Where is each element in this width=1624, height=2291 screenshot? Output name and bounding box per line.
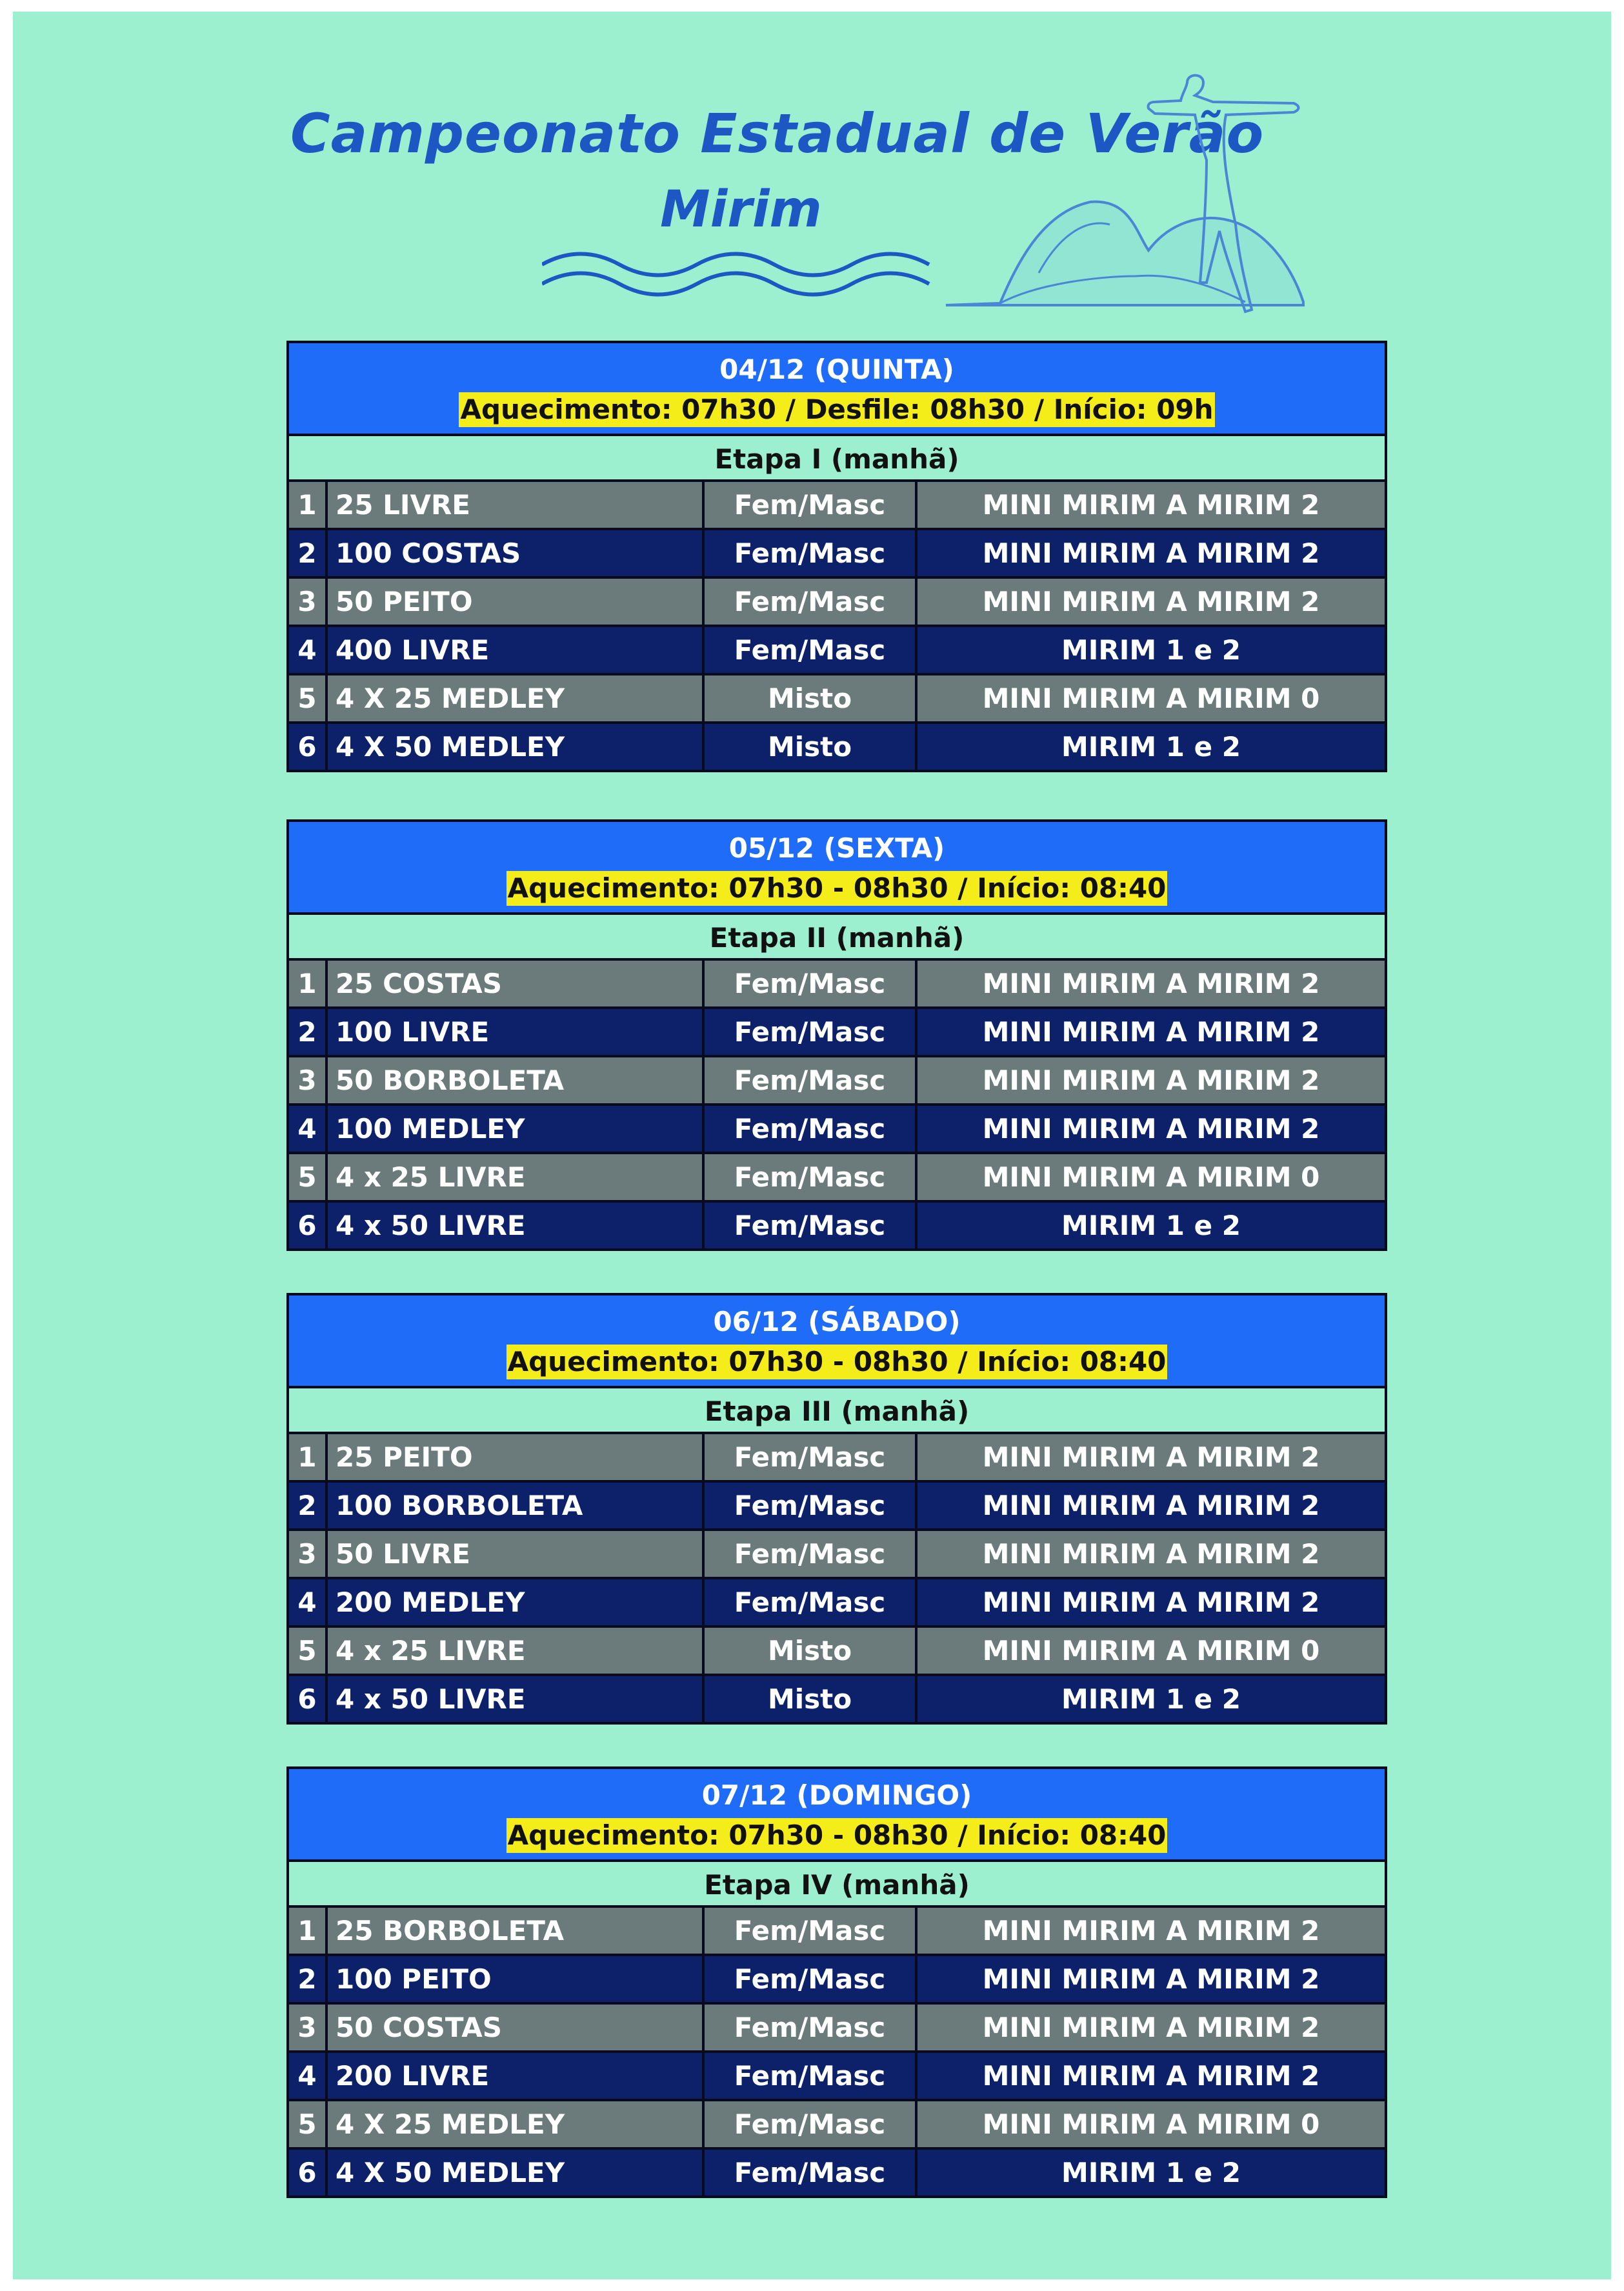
event-name: 4 X 25 MEDLEY xyxy=(328,2101,705,2147)
event-number: 2 xyxy=(289,1483,328,1528)
event-name: 4 x 50 LIVRE xyxy=(328,1203,705,1248)
day-date: 05/12 (SEXTA) xyxy=(728,832,945,864)
stage-label: Etapa II (manhã) xyxy=(289,915,1385,961)
event-name: 50 PEITO xyxy=(328,579,705,625)
event-gender: Fem/Masc xyxy=(705,1908,917,1954)
event-name: 4 X 25 MEDLEY xyxy=(328,675,705,721)
table-row xyxy=(289,2005,1385,2053)
table-row xyxy=(289,2101,1385,2150)
event-gender: Fem/Masc xyxy=(705,579,917,625)
event-category: MINI MIRIM A MIRIM 2 xyxy=(982,1586,1320,1618)
day-schedule: Aquecimento: 07h30 / Desfile: 08h30 / Início: 09h xyxy=(459,392,1214,427)
table-row xyxy=(289,627,1385,675)
event-category: MINI MIRIM A MIRIM 2 xyxy=(982,586,1320,617)
event-gender: Fem/Masc xyxy=(705,530,917,576)
event-gender: Fem/Masc xyxy=(705,2053,917,2099)
page-subtitle: Mirim xyxy=(660,181,822,239)
day-table xyxy=(286,1766,1387,2198)
day-schedule: Aquecimento: 07h30 - 08h30 / Início: 08:40 xyxy=(506,1818,1168,1853)
event-name: 100 PEITO xyxy=(328,1956,705,2002)
event-number: 1 xyxy=(289,482,328,528)
event-number: 1 xyxy=(289,961,328,1006)
event-category: MINI MIRIM A MIRIM 2 xyxy=(982,1441,1320,1473)
day-table xyxy=(286,819,1387,1251)
event-name: 25 COSTAS xyxy=(328,961,705,1006)
event-name: 4 X 50 MEDLEY xyxy=(328,2150,705,2196)
event-name: 400 LIVRE xyxy=(328,627,705,673)
event-gender: Fem/Masc xyxy=(705,1434,917,1480)
event-name: 25 LIVRE xyxy=(328,482,705,528)
event-gender: Fem/Masc xyxy=(705,1009,917,1055)
table-row xyxy=(289,1009,1385,1057)
event-number: 2 xyxy=(289,530,328,576)
event-number: 1 xyxy=(289,1908,328,1954)
table-row xyxy=(289,579,1385,627)
page-title: Campeonato Estadual de Verão xyxy=(290,102,1265,165)
table-row xyxy=(289,1154,1385,1203)
table-row xyxy=(289,530,1385,579)
table-row xyxy=(289,1434,1385,1483)
event-number: 4 xyxy=(289,1106,328,1152)
waves-icon xyxy=(542,250,942,302)
event-name: 50 LIVRE xyxy=(328,1531,705,1577)
day-schedule: Aquecimento: 07h30 - 08h30 / Início: 08:40 xyxy=(506,1345,1168,1379)
day-header xyxy=(289,822,1385,915)
event-number: 2 xyxy=(289,1956,328,2002)
event-gender: Fem/Masc xyxy=(705,1579,917,1625)
day-table xyxy=(286,1293,1387,1725)
table-row xyxy=(289,1057,1385,1106)
event-number: 6 xyxy=(289,2150,328,2196)
day-header xyxy=(289,1296,1385,1388)
event-category: MINI MIRIM A MIRIM 2 xyxy=(982,1963,1320,1995)
event-category: MIRIM 1 e 2 xyxy=(1061,731,1241,763)
table-row xyxy=(289,1908,1385,1956)
event-gender: Fem/Masc xyxy=(705,1956,917,2002)
event-category: MINI MIRIM A MIRIM 2 xyxy=(982,1016,1320,1048)
event-gender: Fem/Masc xyxy=(705,1531,917,1577)
stage-label: Etapa I (manhã) xyxy=(289,436,1385,482)
event-name: 50 COSTAS xyxy=(328,2005,705,2050)
table-row xyxy=(289,1956,1385,2005)
event-number: 3 xyxy=(289,579,328,625)
table-row xyxy=(289,1203,1385,1248)
event-number: 4 xyxy=(289,627,328,673)
event-gender: Fem/Masc xyxy=(705,1483,917,1528)
event-name: 100 COSTAS xyxy=(328,530,705,576)
event-category: MINI MIRIM A MIRIM 2 xyxy=(982,537,1320,569)
event-category: MIRIM 1 e 2 xyxy=(1061,2157,1241,2188)
event-number: 2 xyxy=(289,1009,328,1055)
event-number: 6 xyxy=(289,1676,328,1722)
event-name: 100 MEDLEY xyxy=(328,1106,705,1152)
event-name: 4 x 25 LIVRE xyxy=(328,1628,705,1674)
day-header xyxy=(289,1769,1385,1862)
event-number: 6 xyxy=(289,724,328,770)
event-category: MINI MIRIM A MIRIM 2 xyxy=(982,968,1320,999)
event-gender: Misto xyxy=(705,1628,917,1674)
event-category: MINI MIRIM A MIRIM 0 xyxy=(982,1161,1320,1193)
event-name: 25 BORBOLETA xyxy=(328,1908,705,1954)
event-category: MINI MIRIM A MIRIM 2 xyxy=(982,1065,1320,1096)
event-category: MINI MIRIM A MIRIM 2 xyxy=(982,1113,1320,1145)
table-row xyxy=(289,2150,1385,2196)
event-name: 200 LIVRE xyxy=(328,2053,705,2099)
event-category: MINI MIRIM A MIRIM 2 xyxy=(982,1915,1320,1946)
table-row xyxy=(289,724,1385,770)
event-name: 50 BORBOLETA xyxy=(328,1057,705,1103)
table-row xyxy=(289,1483,1385,1531)
table-row xyxy=(289,675,1385,724)
event-number: 4 xyxy=(289,1579,328,1625)
stage-label: Etapa IV (manhã) xyxy=(289,1862,1385,1908)
event-category: MIRIM 1 e 2 xyxy=(1061,634,1241,666)
table-row xyxy=(289,1676,1385,1722)
event-name: 100 BORBOLETA xyxy=(328,1483,705,1528)
event-gender: Fem/Masc xyxy=(705,627,917,673)
table-row xyxy=(289,482,1385,530)
event-category: MINI MIRIM A MIRIM 2 xyxy=(982,489,1320,521)
event-name: 4 X 50 MEDLEY xyxy=(328,724,705,770)
event-category: MIRIM 1 e 2 xyxy=(1061,1210,1241,1241)
event-gender: Fem/Masc xyxy=(705,961,917,1006)
table-row xyxy=(289,961,1385,1009)
event-category: MINI MIRIM A MIRIM 2 xyxy=(982,1490,1320,1521)
event-number: 6 xyxy=(289,1203,328,1248)
table-row xyxy=(289,1531,1385,1579)
event-category: MINI MIRIM A MIRIM 2 xyxy=(982,1538,1320,1570)
event-gender: Fem/Masc xyxy=(705,2101,917,2147)
event-gender: Fem/Masc xyxy=(705,2150,917,2196)
table-row xyxy=(289,1579,1385,1628)
event-category: MINI MIRIM A MIRIM 0 xyxy=(982,683,1320,714)
event-name: 100 LIVRE xyxy=(328,1009,705,1055)
event-name: 4 x 25 LIVRE xyxy=(328,1154,705,1200)
table-row xyxy=(289,1106,1385,1154)
event-category: MIRIM 1 e 2 xyxy=(1061,1683,1241,1715)
table-row xyxy=(289,2053,1385,2101)
day-schedule: Aquecimento: 07h30 - 08h30 / Início: 08:40 xyxy=(506,871,1168,906)
event-gender: Fem/Masc xyxy=(705,1154,917,1200)
event-gender: Fem/Masc xyxy=(705,1203,917,1248)
event-category: MINI MIRIM A MIRIM 2 xyxy=(982,2012,1320,2043)
day-header xyxy=(289,343,1385,436)
christ-redeemer-sugarloaf-icon xyxy=(942,63,1419,321)
day-table xyxy=(286,341,1387,772)
event-gender: Fem/Masc xyxy=(705,2005,917,2050)
day-date: 07/12 (DOMINGO) xyxy=(701,1779,972,1811)
stage-label: Etapa III (manhã) xyxy=(289,1388,1385,1434)
table-row xyxy=(289,1628,1385,1676)
event-number: 5 xyxy=(289,1628,328,1674)
event-number: 1 xyxy=(289,1434,328,1480)
day-date: 04/12 (QUINTA) xyxy=(719,354,954,385)
event-number: 5 xyxy=(289,675,328,721)
event-gender: Misto xyxy=(705,724,917,770)
day-date: 06/12 (SÁBADO) xyxy=(713,1306,961,1337)
event-number: 3 xyxy=(289,1057,328,1103)
event-name: 200 MEDLEY xyxy=(328,1579,705,1625)
event-name: 25 PEITO xyxy=(328,1434,705,1480)
page-background xyxy=(13,12,1611,2279)
event-number: 5 xyxy=(289,2101,328,2147)
event-gender: Fem/Masc xyxy=(705,1057,917,1103)
event-category: MINI MIRIM A MIRIM 0 xyxy=(982,2108,1320,2140)
event-number: 3 xyxy=(289,1531,328,1577)
event-name: 4 x 50 LIVRE xyxy=(328,1676,705,1722)
event-gender: Misto xyxy=(705,675,917,721)
event-number: 4 xyxy=(289,2053,328,2099)
event-category: MINI MIRIM A MIRIM 0 xyxy=(982,1635,1320,1666)
event-number: 5 xyxy=(289,1154,328,1200)
event-gender: Fem/Masc xyxy=(705,1106,917,1152)
event-gender: Misto xyxy=(705,1676,917,1722)
event-gender: Fem/Masc xyxy=(705,482,917,528)
event-category: MINI MIRIM A MIRIM 2 xyxy=(982,2060,1320,2092)
event-number: 3 xyxy=(289,2005,328,2050)
